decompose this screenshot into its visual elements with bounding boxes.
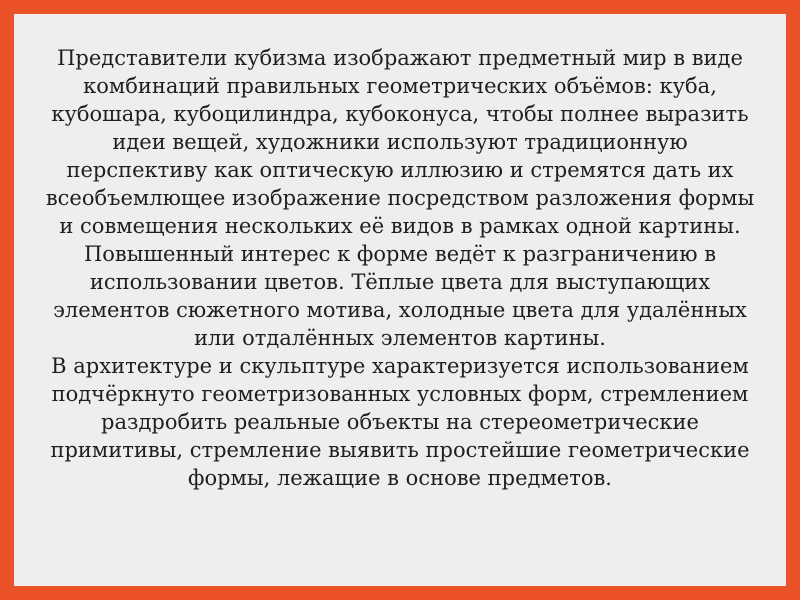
- slide-body-text: [42, 44, 758, 492]
- slide-content-panel: [14, 14, 786, 586]
- paragraph-cubism-geometry: Представители кубизма изображают предметный мир в виде комбинаций правильных геометрических объёмов: куба, кубошара, кубоцилиндра, кубоконуса, чтобы полнее выразить идеи вещей, художники используют традиционную перспективу как оптическую иллюзию и стремятся дать их всеобъемлющее изображение посредством разложения формы и совмещения нескольких её видов в рамках одной картины.: [45, 46, 755, 238]
- paragraph-color-use: Повышенный интерес к форме ведёт к разграничению в использовании цветов. Тёплые цвета для выступающих элементов сюжетного мотива, холодные цвета для удалённых или отдалённых элементов картины.: [53, 242, 747, 350]
- paragraph-architecture-sculpture: В архитектуре и скульптуре характеризуется использованием подчёркнуто геометризованных условных форм, стремлением раздробить реальные объекты на стереометрические примитивы, стремление выявить простейшие геометрические формы, лежащие в основе предметов.: [50, 354, 750, 490]
